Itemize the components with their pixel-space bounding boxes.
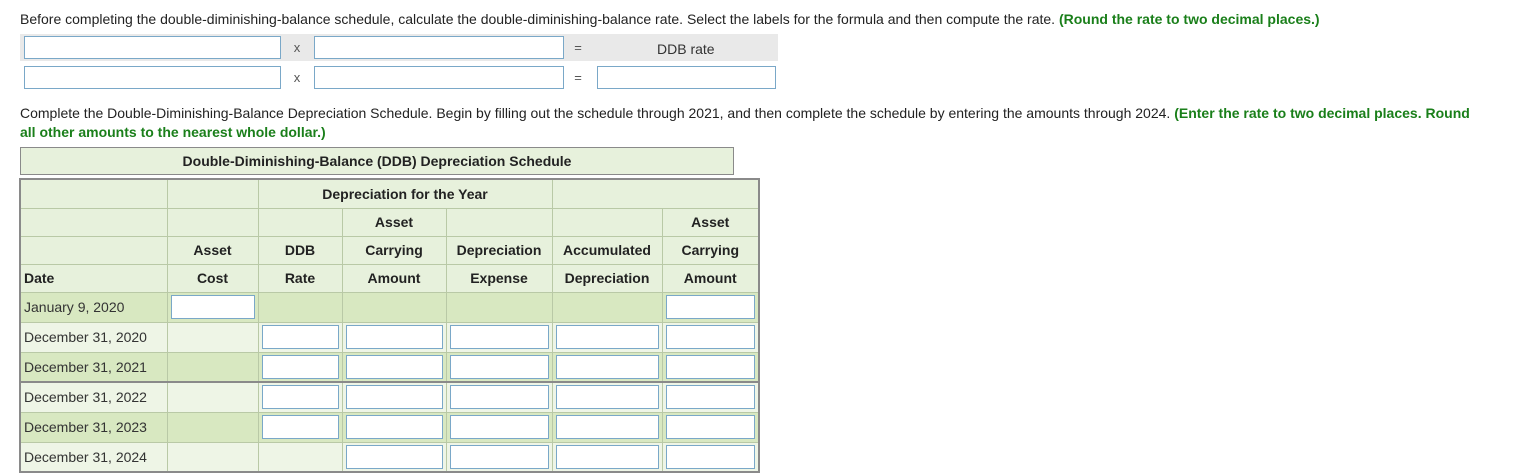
col-accumulated-l2: Depreciation [552, 264, 662, 292]
cell [258, 352, 342, 382]
cell-empty [167, 382, 258, 412]
instruction-1-note: (Round the rate to two decimal places.) [1058, 11, 1320, 27]
cell-empty [258, 292, 342, 322]
instruction-1 [20, 10, 1320, 29]
row-date: December 31, 2024 [20, 442, 167, 472]
equals-sign: = [574, 40, 582, 55]
cell [167, 292, 258, 322]
cell [662, 382, 759, 412]
header-blank [167, 179, 258, 208]
carrying-amount-input[interactable] [666, 415, 756, 439]
cell-empty [167, 412, 258, 442]
cell [662, 292, 759, 322]
cell-empty [167, 352, 258, 382]
cell [342, 442, 446, 472]
col-end-carrying-l1: Asset [662, 208, 759, 236]
ddb-rate-label: DDB rate [657, 41, 715, 57]
carrying-amount-input[interactable] [666, 445, 756, 469]
instruction-2-text: Complete the Double-Diminishing-Balance Depreciation Schedule. Begin by filling out the schedule through 2021, and then complete the schedule by entering the amounts through 2024. [20, 105, 1175, 121]
carrying-amount-input[interactable] [666, 355, 756, 379]
carrying-amount-input[interactable] [666, 295, 756, 319]
cell [258, 322, 342, 352]
row-date: December 31, 2021 [20, 352, 167, 382]
col-depreciation-expense-l1: Depreciation [446, 236, 552, 264]
instruction-1-text: Before completing the double-diminishing-balance schedule, calculate the double-diminishing-balance rate. Select the labels for the formula and then compute the rate. [20, 11, 1059, 27]
table-row [20, 382, 759, 412]
begin-carrying-amount-input[interactable] [346, 445, 443, 469]
header-blank [552, 208, 662, 236]
col-asset-cost-l1: Asset [167, 236, 258, 264]
cell [342, 382, 446, 412]
accumulated-depreciation-input[interactable] [556, 445, 659, 469]
times-sign: x [293, 40, 301, 55]
cell [446, 412, 552, 442]
table-row [20, 412, 759, 442]
begin-carrying-amount-input[interactable] [346, 415, 443, 439]
carrying-amount-input[interactable] [666, 325, 756, 349]
cell-empty [342, 292, 446, 322]
cell-empty [258, 442, 342, 472]
formula-value-input-2[interactable] [314, 66, 564, 89]
group-header-depreciation: Depreciation for the Year [258, 179, 552, 208]
carrying-amount-input[interactable] [666, 385, 756, 409]
depreciation-schedule-table [19, 178, 760, 473]
col-ddb-rate-l2: Rate [258, 264, 342, 292]
ddb-rate-input[interactable] [262, 385, 339, 409]
row-date: December 31, 2023 [20, 412, 167, 442]
schedule-title: Double-Diminishing-Balance (DDB) Depreciation Schedule [20, 147, 734, 175]
instruction-2-note: (Enter the rate to two decimal places. Round [1174, 105, 1470, 121]
header-blank [258, 208, 342, 236]
begin-carrying-amount-input[interactable] [346, 325, 443, 349]
equals-sign: = [574, 70, 582, 85]
cell [342, 322, 446, 352]
cell [258, 412, 342, 442]
ddb-rate-input[interactable] [262, 355, 339, 379]
cell [552, 382, 662, 412]
begin-carrying-amount-input[interactable] [346, 355, 443, 379]
cell-empty [552, 292, 662, 322]
depreciation-expense-input[interactable] [450, 415, 549, 439]
table-row [20, 322, 759, 352]
cell [446, 352, 552, 382]
row-date: January 9, 2020 [20, 292, 167, 322]
instruction-2-note-cont: all other amounts to the nearest whole dollar.) [20, 124, 326, 140]
table-row [20, 442, 759, 472]
cell [552, 412, 662, 442]
accumulated-depreciation-input[interactable] [556, 415, 659, 439]
table-row [20, 352, 759, 382]
depreciation-expense-input[interactable] [450, 325, 549, 349]
asset-cost-input[interactable] [171, 295, 255, 319]
cell-empty [446, 292, 552, 322]
cell [662, 322, 759, 352]
row-date: December 31, 2022 [20, 382, 167, 412]
cell [662, 412, 759, 442]
cell [662, 442, 759, 472]
header-blank [20, 236, 167, 264]
row-date: December 31, 2020 [20, 322, 167, 352]
depreciation-expense-input[interactable] [450, 385, 549, 409]
col-end-carrying-l2: Carrying [662, 236, 759, 264]
cell-empty [167, 442, 258, 472]
cell [342, 352, 446, 382]
col-carrying-amount-l1: Asset [342, 208, 446, 236]
cell [342, 412, 446, 442]
col-ddb-rate-l1: DDB [258, 236, 342, 264]
header-blank [167, 208, 258, 236]
col-accumulated-l1: Accumulated [552, 236, 662, 264]
ddb-rate-input[interactable] [262, 325, 339, 349]
ddb-rate-input[interactable] [597, 66, 776, 89]
depreciation-expense-input[interactable] [450, 445, 549, 469]
formula-label-select-2[interactable] [314, 36, 564, 59]
cell [446, 382, 552, 412]
depreciation-expense-input[interactable] [450, 355, 549, 379]
cell [662, 352, 759, 382]
header-blank [552, 179, 759, 208]
col-date: Date [20, 264, 167, 292]
formula-value-input-1[interactable] [24, 66, 281, 89]
accumulated-depreciation-input[interactable] [556, 325, 659, 349]
cell [552, 322, 662, 352]
col-depreciation-expense-l2: Expense [446, 264, 552, 292]
ddb-rate-input[interactable] [262, 415, 339, 439]
formula-label-select-1[interactable] [24, 36, 281, 59]
accumulated-depreciation-input[interactable] [556, 355, 659, 379]
accumulated-depreciation-input[interactable] [556, 385, 659, 409]
cell-empty [167, 322, 258, 352]
cell [258, 382, 342, 412]
instruction-2 [20, 104, 1470, 123]
cell [446, 322, 552, 352]
cell [552, 352, 662, 382]
col-end-carrying-l3: Amount [662, 264, 759, 292]
col-asset-cost-l2: Cost [167, 264, 258, 292]
header-blank [20, 208, 167, 236]
begin-carrying-amount-input[interactable] [346, 385, 443, 409]
col-carrying-amount-l3: Amount [342, 264, 446, 292]
header-blank [20, 179, 167, 208]
col-carrying-amount-l2: Carrying [342, 236, 446, 264]
cell [552, 442, 662, 472]
header-blank [446, 208, 552, 236]
cell [446, 442, 552, 472]
times-sign: x [293, 70, 301, 85]
table-row [20, 292, 759, 322]
